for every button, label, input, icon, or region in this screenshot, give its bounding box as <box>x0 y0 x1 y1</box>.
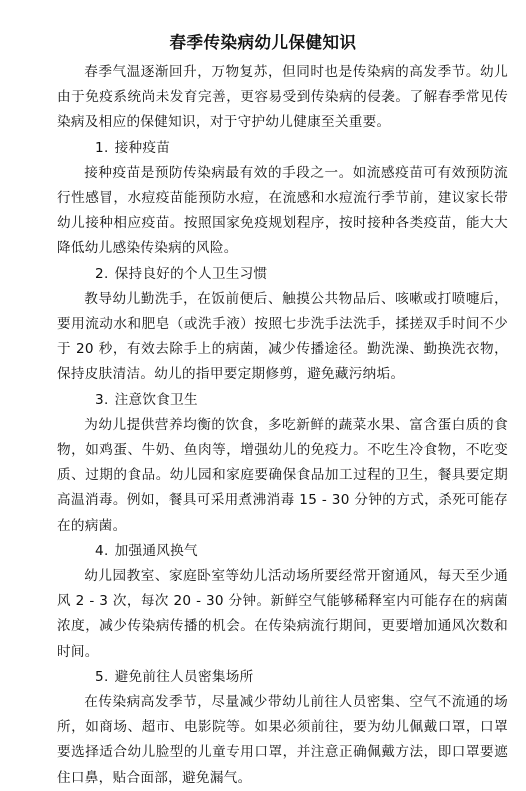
section-body-vaccination: 接种疫苗是预防传染病最有效的手段之一。如流感疫苗可有效预防流行性感冒，水痘疫苗能预防水痘，在流感和水痘流行季节前，建议家长带幼儿接种相应疫苗。按照国家免疫规划程序，按时接种各类疫苗，能大大降低幼儿感染传染病的风险。 <box>57 164 508 257</box>
section-heading-ventilation <box>57 539 508 564</box>
section-heading-diet <box>57 388 508 413</box>
section-number: 1. <box>95 139 109 156</box>
section-body-hygiene: 教导幼儿勤洗手，在饭前便后、触摸公共物品后、咳嗽或打喷嚏后，要用流动水和肥皂（或洗手液）按照七步洗手法洗手，揉搓双手时间不少于 20 秒，有效去除手上的病菌，减少传播途径。勤洗澡、勤换洗衣物，保持皮肤清洁。幼儿的指甲要定期修剪，避免藏污纳垢。 <box>57 290 508 383</box>
section-number: 2. <box>95 265 109 282</box>
section-heading-text: 加强通风换气 <box>114 542 198 559</box>
section-body-crowds: 在传染病高发季节，尽量减少带幼儿前往人员密集、空气不流通的场所，如商场、超市、电影院等。如果必须前往，要为幼儿佩戴口罩，口罩要选择适合幼儿脸型的儿童专用口罩，并注意正确佩戴方法，即口罩要遮住口鼻，贴合面部，避免漏气。 <box>57 694 508 786</box>
document-content <box>57 60 508 791</box>
intro-paragraph: 春季气温逐渐回升，万物复苏，但同时也是传染病的高发季节。幼儿由于免疫系统尚未发育完善，更容易受到传染病的侵袭。了解春季常见传染病及相应的保健知识，对于守护幼儿健康至关重要。 <box>57 64 508 131</box>
document-title: 春季传染病幼儿保健知识 <box>169 33 357 52</box>
section-heading-text: 注意饮食卫生 <box>114 391 198 408</box>
section-heading-vaccination <box>57 136 508 161</box>
section-heading-text: 接种疫苗 <box>114 139 171 156</box>
section-number: 5. <box>95 668 109 685</box>
section-body-diet: 为幼儿提供营养均衡的饮食，多吃新鲜的蔬菜水果、富含蛋白质的食物，如鸡蛋、牛奶、鱼肉等，增强幼儿的免疫力。不吃生冷食物，不吃变质、过期的食品。幼儿园和家庭要确保食品加工过程的卫生，餐具要定期高温消毒。例如，餐具可采用煮沸消毒 15 - 30 分钟的方式，杀死可能存在的病菌。 <box>57 416 508 534</box>
section-body-ventilation: 幼儿园教室、家庭卧室等幼儿活动场所要经常开窗通风，每天至少通风 2 - 3 次，每次 20 - 30 分钟。新鲜空气能够稀释室内可能存在的病菌浓度，减少传染病传播的机会。在传染病流行期间，更要增加通风次数和时间。 <box>57 568 508 660</box>
section-heading-crowds <box>57 665 508 690</box>
section-heading-text: 保持良好的个人卫生习惯 <box>114 265 268 282</box>
section-heading-hygiene <box>57 262 508 287</box>
section-number: 3. <box>95 391 109 408</box>
section-number: 4. <box>95 542 109 559</box>
section-heading-text: 避免前往人员密集场所 <box>114 668 254 685</box>
